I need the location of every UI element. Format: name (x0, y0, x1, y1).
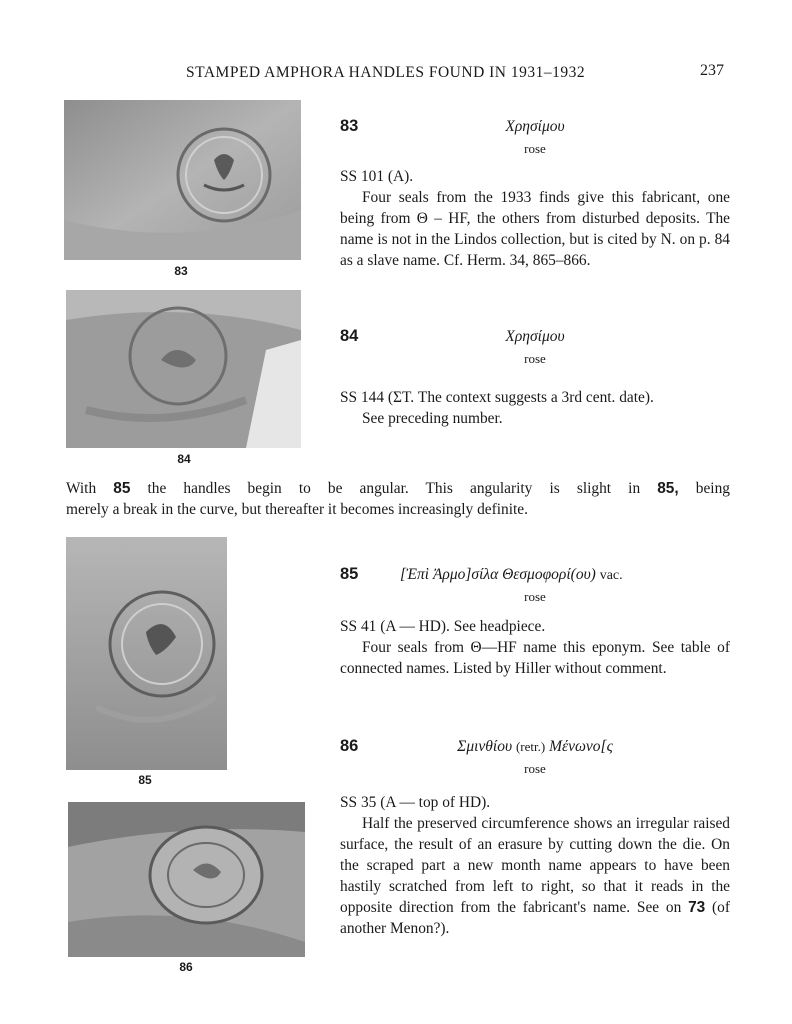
stamp-device: rose (524, 761, 546, 776)
entry-commentary: Four seals from Θ—HF name this eponym. See table of connected names. Listed by Hiller without comment. (340, 639, 730, 677)
running-header (0, 60, 792, 84)
paragraph-line-1 (66, 478, 730, 499)
stamp-inscription: Χρησίμου (505, 328, 565, 345)
entry-number: 84 (340, 327, 359, 345)
catalogue-reference: SS 101 (A). (340, 168, 414, 185)
figure-caption-84: 84 (177, 452, 191, 466)
entry-84 (340, 326, 730, 429)
catalogue-reference: SS 35 (A — top of HD). (340, 794, 491, 811)
photo-handle-85 (66, 537, 227, 770)
stamp-inscription (400, 564, 730, 586)
inscription-note: (retr.) (515, 739, 546, 754)
text-run: the handles begin to be angular. This angularity is slight in (147, 480, 641, 497)
paragraph-line-2: merely a break in the curve, but thereafter it becomes increasingly definite. (66, 501, 528, 518)
text-run: Half the preserved circumference shows an irregular raised surface, the result of an erasure by cutting down the die. On the scraped part a new month name appears to have been hastily scratched from left to right, so that it reads in the opposite direction from the fabricant's name. See on (340, 815, 730, 916)
entry-ref: 85 (113, 480, 131, 497)
inscription-text: [Ἐπὶ Ἀρμο]σίλα Θεσμοφορί(ου) (400, 566, 596, 583)
catalogue-reference: SS 144 (ΣΤ. The context suggests a 3rd cent. date). (340, 389, 654, 406)
entry-commentary: See preceding number. (362, 410, 503, 427)
page-number: 237 (700, 62, 724, 79)
figure-caption-85: 85 (138, 773, 152, 787)
stamp-device: rose (524, 141, 546, 156)
inscription-text: Μένωνο[ς (549, 738, 613, 755)
entry-number: 83 (340, 117, 359, 135)
stamp-inscription: Χρησίμου (505, 118, 565, 135)
photo-handle-84 (66, 290, 301, 448)
figure-caption-83: 83 (174, 264, 188, 278)
photo-handle-83 (64, 100, 301, 260)
catalogue-reference: SS 41 (A — HD). See headpiece. (340, 618, 546, 635)
entry-83 (340, 116, 730, 271)
entry-number: 85 (340, 565, 359, 583)
entry-number: 86 (340, 737, 359, 755)
entry-ref: 85, (657, 480, 679, 497)
section-paragraph (66, 478, 730, 520)
running-title: STAMPED AMPHORA HANDLES FOUND IN 1931–1932 (186, 64, 586, 81)
entry-ref: 73 (688, 899, 706, 916)
inscription-note: vac. (599, 568, 623, 583)
text-run: With (66, 480, 97, 497)
photo-handle-86 (68, 802, 305, 957)
text-run: being (695, 480, 730, 497)
entry-commentary (340, 813, 730, 939)
text-run: (of another Menon?). (340, 899, 730, 937)
inscription-text: Σμινθίου (457, 738, 513, 755)
stamp-inscription (340, 736, 730, 757)
figure-caption-86: 86 (179, 960, 193, 974)
entry-86 (340, 736, 730, 939)
entry-85 (340, 564, 730, 679)
stamp-device: rose (524, 351, 546, 366)
entry-commentary: Four seals from the 1933 finds give this fabricant, one being from Θ – HF, the others from disturbed deposits. The name is not in the Lindos collection, but is cited by N. on p. 84 as a slave name. Cf. Herm. 34, 865–866. (340, 189, 730, 269)
stamp-device: rose (524, 589, 546, 604)
